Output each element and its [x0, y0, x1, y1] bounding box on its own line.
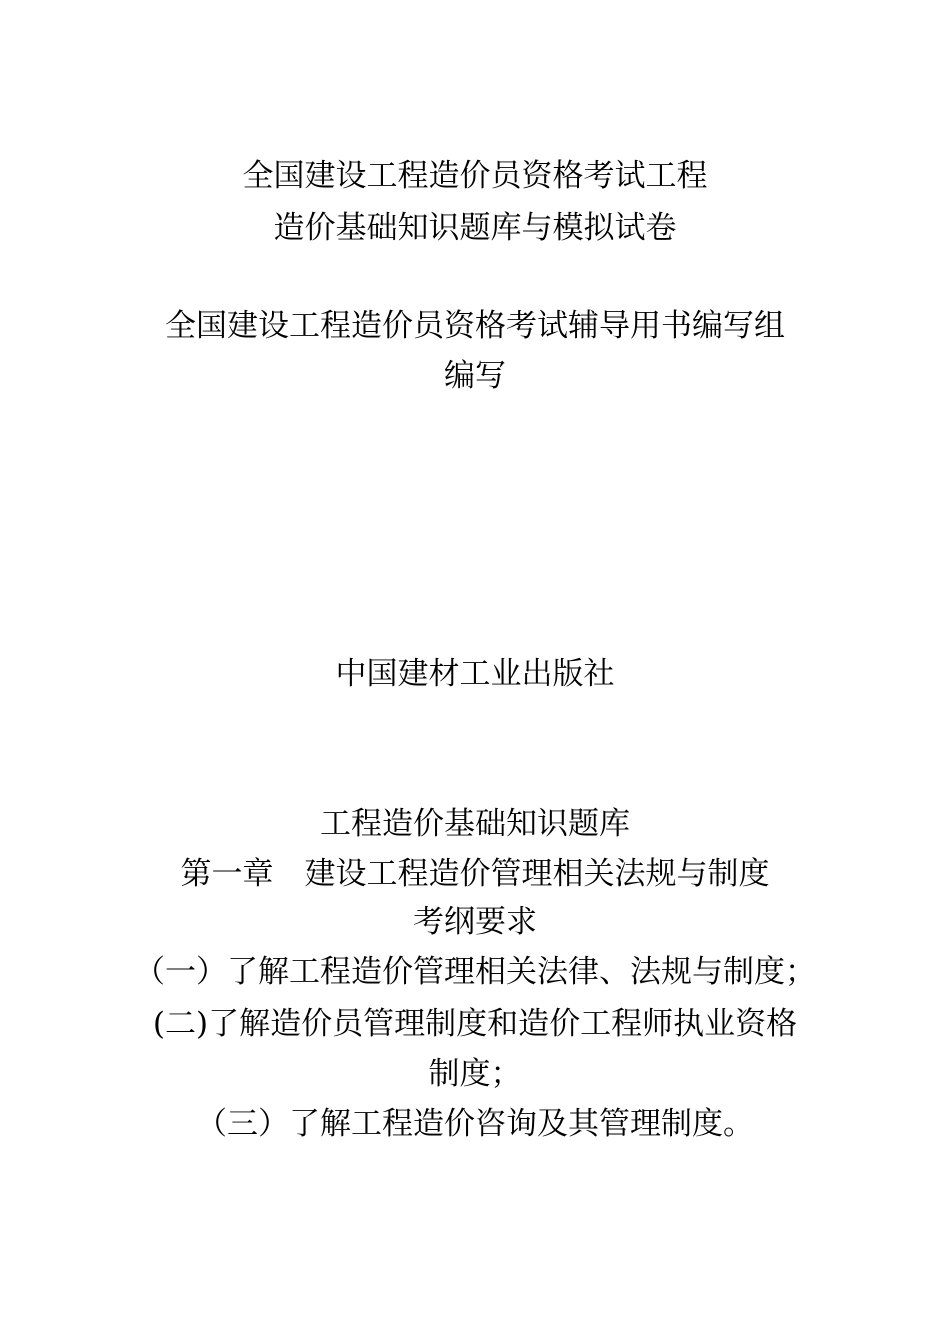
syllabus-item-3: （三）了解工程造价咨询及其管理制度。	[196, 1106, 754, 1142]
syllabus-heading: 考纲要求	[413, 904, 537, 940]
syllabus-item-2-continued: 制度；	[428, 1056, 522, 1092]
question-bank-title: 工程造价基础知识题库	[320, 806, 630, 842]
book-title-line-2: 造价基础知识题库与模拟试卷	[273, 210, 677, 246]
author-line-1: 全国建设工程造价员资格考试辅导用书编写组	[165, 308, 785, 344]
syllabus-item-2: (二)了解造价员管理制度和造价工程师执业资格	[152, 1006, 798, 1042]
chapter-heading: 第一章 建设工程造价管理相关法规与制度	[180, 856, 770, 892]
syllabus-item-1: （一）了解工程造价管理相关法律、法规与制度；	[134, 954, 816, 990]
publisher-name: 中国建材工业出版社	[335, 656, 615, 692]
book-title-line-1: 全国建设工程造价员资格考试工程	[242, 158, 708, 194]
author-line-2: 编写	[444, 358, 506, 394]
